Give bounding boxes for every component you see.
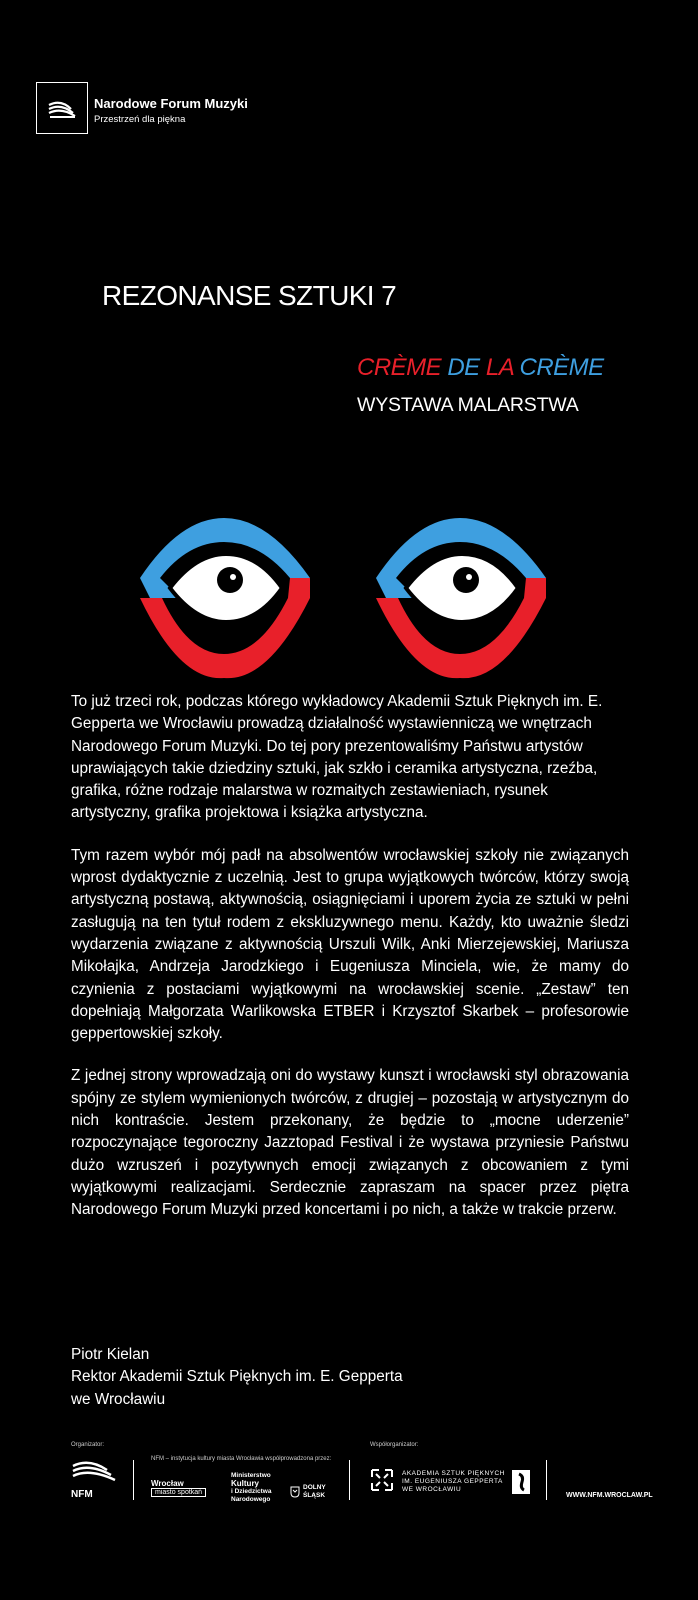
creme-heading: [357, 354, 604, 382]
signature-place: we Wrocławiu: [71, 1390, 166, 1408]
nfm-logo: [36, 82, 88, 134]
subtitle: WYSTAWA MALARSTWA: [357, 394, 579, 416]
page-title: REZONANSE SZTUKI 7: [102, 280, 397, 311]
saxophone-icon: [512, 1470, 530, 1494]
asp-line-2: IM. EUGENIUSZA GEPPERTA: [402, 1478, 503, 1485]
nfm-wave-icon: [37, 83, 87, 133]
dolny-slask-logo: [290, 1484, 326, 1500]
paragraph-2: Tym razem wybór mój padł na absolwentów wrocławskiej szkoły nie związanych wprost dydaktycznie z uczelnią. Jest to grupa wyjątkowych twórców, którzy swoją artystyczną postawą, aktywnością, osiągnięciami i uporem życia ze sztuki w pełni zasługują na ten tytuł rodem z ekskluzywnego menu. Każdy, kto uważnie śledzi wydarzenia związane z aktywnością Urszuli Wilk, Anki Mierzejewskiej, Mariusza Mikołajka, Andrzeja Jarodzkiego i Eugeniusza Minciela, wie, że mamy do czynienia z postaciami wyjątkowymi na wrocławskiej scenie. „Zestaw” ten dopełniają Małgorzata Warlikowska ETBER i Krzysztof Skarbek – profesorowie geppertowskiej szkoły.: [71, 846, 629, 1043]
wroclaw-name: Wrocław: [151, 1479, 184, 1488]
wroclaw-sub: miasto spotkań: [151, 1488, 206, 1497]
jazztopad-logo: [512, 1470, 530, 1494]
asp-logo-text: [402, 1470, 505, 1494]
nfm-footer-wave-icon: [71, 1456, 121, 1484]
wroclaw-logo: [151, 1480, 206, 1497]
left-eye: [140, 518, 310, 678]
asp-line-1: AKADEMIA SZTUK PIĘKNYCH: [402, 1470, 505, 1477]
region-line-2: ŚLĄSK: [303, 1492, 326, 1499]
signature-name: Piotr Kielan: [71, 1346, 150, 1363]
creme-word-4: CRÈME: [519, 354, 604, 381]
organizer-label: Organizator:: [71, 1442, 105, 1448]
creme-word-1: CRÈME: [357, 354, 442, 381]
logo-tagline: Przestrzeń dla piękna: [94, 114, 186, 125]
logo-name: Narodowe Forum Muzyki: [94, 96, 248, 111]
ministry-line-3: i Dziedzictwa: [231, 1488, 272, 1495]
eyes-graphic: [140, 516, 560, 680]
asp-arrows-icon: [370, 1468, 394, 1492]
nfm-note: NFM – instytucja kultury miasta Wrocławia współprowadzona przez:: [151, 1456, 332, 1462]
ministry-line-2: Kultury: [231, 1479, 259, 1488]
footer-divider-3: [546, 1460, 547, 1500]
coorganizer-label: Współorganizator:: [370, 1442, 419, 1448]
ministry-logo: [231, 1472, 271, 1504]
footer-divider-2: [349, 1460, 350, 1500]
footer-divider: [133, 1460, 134, 1500]
nfm-footer-logo: [71, 1456, 121, 1498]
article-body: [71, 691, 629, 1242]
eagle-crest-icon: [290, 1486, 300, 1498]
asp-line-3: WE WROCŁAWIU: [402, 1486, 462, 1493]
creme-word-2: DE: [447, 354, 480, 381]
ministry-line-1: Ministerstwo: [231, 1472, 271, 1479]
right-eye: [376, 518, 546, 678]
creme-word-3: LA: [485, 354, 514, 381]
signature-role: Rektor Akademii Sztuk Pięknych im. E. Gepperta: [71, 1368, 403, 1386]
paragraph-3: Z jednej strony wprowadzają oni do wystawy kunszt i wrocławski styl obrazowania spójny ze stylem wymienionych twórców, z drugiej – pozostają w artystycznym do nich kontraście. Jestem przekonany, że będzie to „mocne uderzenie” rozpoczynające tegoroczny Jazztopad Festival i że wystawa przyniesie Państwu dużo wzruszeń i pozytywnych emocji związanych z obcowaniem z tymi wyjątkowymi realizacjami. Serdecznie zapraszam na spacer przez piętra Narodowego Forum Muzyki przed koncertami i po nich, a także w trakcie przerw.: [71, 1067, 629, 1219]
signature: [71, 1344, 631, 1411]
paragraph-1: To już trzeci rok, podczas którego wykładowcy Akademii Sztuk Pięknych im. E. Gepperta we Wrocławiu prowadzą działalność wystawienniczą we wnętrzach Narodowego Forum Muzyki. Do tej pory prezentowaliśmy Państwu artystów uprawiających takie dziedziny sztuki, jak szkło i ceramika artystyczna, rzeźba, grafika, różne rodzaje malarstwa w rozmaitych zestawieniach, rysunek artystyczny, grafika projektowa i książka artystyczna.: [71, 693, 603, 822]
nfm-footer-text: NFM: [71, 1489, 93, 1500]
website-url[interactable]: WWW.NFM.WROCLAW.PL: [566, 1492, 653, 1499]
ministry-line-4: Narodowego: [231, 1496, 271, 1503]
region-line-1: DOLNY: [303, 1484, 326, 1491]
